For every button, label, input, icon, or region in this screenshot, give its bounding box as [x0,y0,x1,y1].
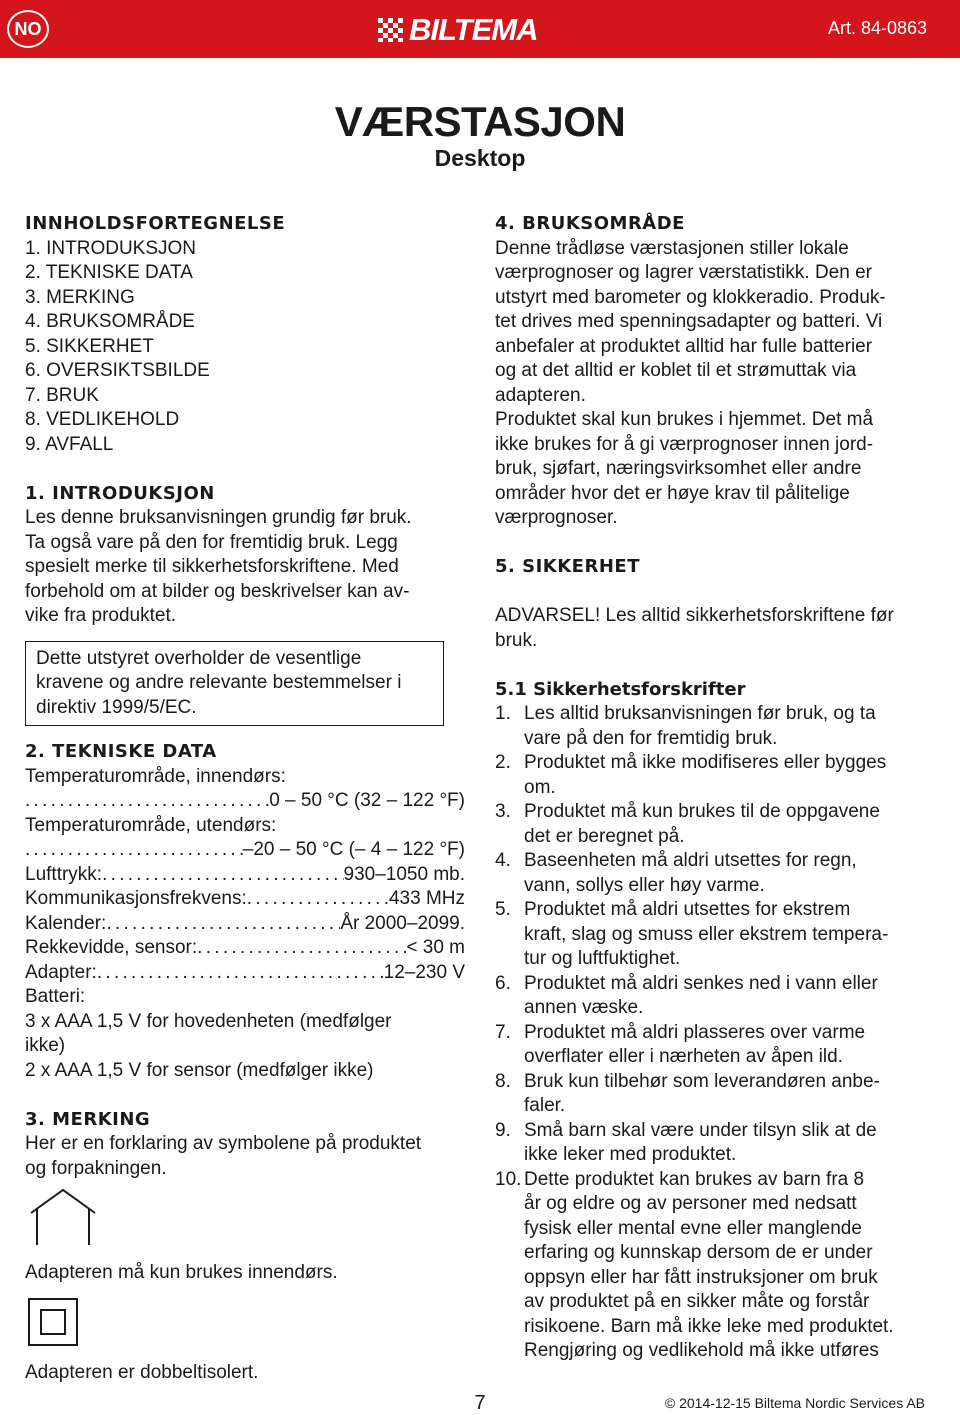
checkered-flag-icon [378,18,404,42]
language-badge: NO [7,10,49,48]
spec-label: Kalender: [25,912,107,934]
intro-heading: 1. INTRODUKSJON [25,482,215,504]
header-band [0,0,960,58]
intro-line: Les denne bruksanvisningen grundig før bruk. [25,507,412,528]
right-column [495,212,935,1364]
spec-row [25,789,465,814]
toc-item: 2. TEKNISKE DATA [25,262,193,283]
spec-label: Temperaturområde, utendørs: [25,814,277,836]
spec-value: 12–230 V [383,961,465,983]
list-item: 6. Produktet må aldri senkes ned i vann eller annen væske. [495,972,878,1018]
warning-line: ADVARSEL! Les alltid sikkerhetsforskriftene før [495,605,894,626]
marking-heading: 3. MERKING [25,1108,151,1130]
compliance-line: Dette utstyret overholder de vesentlige [36,647,362,669]
toc-item: 9. AVFALL [25,433,114,455]
toc-item: 1. INTRODUKSJON [25,237,197,259]
spec-row [25,887,465,912]
toc-item: 6. OVERSIKTSBILDE [25,360,210,381]
toc-heading: INNHOLDSFORTEGNELSE [25,213,286,234]
usage-heading: 4. BRUKSOMRÅDE [495,213,685,234]
spec-value: 0 – 50 °C (32 – 122 °F) [269,790,465,811]
left-column [25,212,465,1385]
usage-line: ikke brukes for å gi værprognoser innen jord- [495,433,874,455]
intro-line: spesielt merke til sikkerhetsforskriftene. Med [25,556,399,577]
spec-label: Adapter: [25,961,97,983]
toc-item: 7. BRUK [25,384,99,406]
list-item: 8. Bruk kun tilbehør som leverandøren anbe- faler. [495,1070,880,1116]
usage-line: anbefaler at produktet alltid har fulle batterier [495,335,873,357]
spec-row [25,912,465,937]
toc-item: 4. BRUKSOMRÅDE [25,311,195,332]
intro-line: forbehold om at bilder og beskrivelser kan av- [25,580,410,602]
usage-line: adapteren. [495,384,586,406]
list-item: 3. Produktet må kun brukes til de oppgavene det er beregnet på. [495,801,880,847]
safety-rules-list [495,702,935,1364]
usage-line: områder hvor det er høye krav til pålitelige [495,482,850,504]
spec-value: 433 MHz [388,888,465,909]
toc-list [25,237,465,458]
article-number: Art. 84-0863 [827,18,927,38]
usage-line: værprognoser og lagrer værstatistikk. Den er [495,262,872,283]
safety-heading: 5. SIKKERHET [495,556,640,577]
usage-line: og at det alltid er koblet til et strømuttak via [495,360,857,381]
warning-line: bruk. [495,629,538,651]
usage-line: utstyrt med barometer og klokkeradio. Produk- [495,286,886,308]
list-item: 5. Produktet må aldri utsettes for ekstrem kraft, slag og smuss eller ekstrem tempera- tur og luftfuktighet. [495,899,889,969]
brand-name: BILTEMA [409,12,538,47]
page-number: 7 [474,1392,486,1414]
list-item: 1. Les alltid bruksanvisningen før bruk, og ta vare på den for fremtidig bruk. [495,703,876,749]
compliance-line: kravene og andre relevante bestemmelser i [36,672,402,693]
battery-line: 3 x AAA 1,5 V for hovedenheten (medfølger [25,1010,392,1032]
usage-line: tet drives med spenningsadapter og batteri. Vi [495,311,883,332]
compliance-line: direktiv 1999/5/EC. [36,696,197,718]
battery-line: 2 x AAA 1,5 V for sensor (medfølger ikke) [25,1059,374,1081]
battery-line: ikke) [25,1035,66,1056]
page-title: VÆRSTASJON [334,98,626,145]
spec-label: Rekkevidde, sensor: [25,937,198,958]
double-insulated-icon [27,1297,465,1355]
intro-line: vike fra produktet. [25,605,177,626]
battery-line: Batteri: [25,986,86,1007]
usage-line: Produktet skal kun brukes i hjemmet. Det må [495,409,874,430]
toc-item: 5. SIKKERHET [25,335,154,357]
copyright-notice: © 2014-12-15 Biltema Nordic Services AB [664,1395,925,1411]
house-icon [27,1187,465,1255]
brand-logo [378,12,538,47]
toc-item: 3. MERKING [25,286,135,308]
marking-line: og forpakningen. [25,1157,167,1179]
symbol-caption: Adapteren må kun brukes innendørs. [25,1261,338,1283]
intro-line: Ta også vare på den for fremtidig bruk. Legg [25,531,398,553]
symbol-caption: Adapteren er dobbeltisolert. [25,1361,259,1383]
spec-row [25,961,465,986]
marking-line: Her er en forklaring av symbolene på produktet [25,1133,422,1154]
list-item: 10. Dette produktet kan brukes av barn fra 8 år og eldre og av personer med nedsatt fysisk eller mental evne eller manglende erfaring og kunnskap dersom de er under oppsyn eller har fått instruksjoner om bruk av produktet på en sikker måte og forstår risikoene. Barn må ikke leke med produktet. Rengjøring og vedlikehold må ikke utføres [495,1168,894,1361]
usage-line: bruk, sjøfart, næringsvirksomhet eller andre [495,458,862,479]
spec-label: Kommunikasjonsfrekvens: [25,888,247,909]
list-item: 2. Produktet må ikke modifiseres eller bygges om. [495,752,887,798]
spec-value: År 2000–2099. [340,912,465,934]
list-item: 9. Små barn skal være under tilsyn slik at de ikke leker med produktet. [495,1119,877,1165]
spec-row [25,863,465,888]
usage-line: Denne trådløse værstasjonen stiller lokale [495,237,849,259]
safety-subheading: 5.1 Sikkerhetsforskrifter [495,678,746,700]
list-item: 7. Produktet må aldri plasseres over varme overflater eller i nærheten av åpen ild. [495,1021,866,1067]
spec-label: Temperaturområde, innendørs: [25,765,286,787]
spec-value: –20 – 50 °C (– 4 – 122 °F) [242,839,465,860]
tech-heading: 2. TEKNISKE DATA [25,741,217,762]
spec-row [25,838,465,863]
spec-label: Lufttrykk: [25,863,103,885]
compliance-box [25,641,444,727]
usage-line: værprognoser. [495,507,618,528]
spec-value: < 30 m [406,937,465,958]
spec-row [25,936,465,961]
page-subtitle: Desktop [434,145,526,171]
toc-item: 8. VEDLIKEHOLD [25,409,180,430]
spec-value: 930–1050 mb. [343,863,465,885]
list-item: 4. Baseenheten må aldri utsettes for regn, vann, sollys eller høy varme. [495,850,857,896]
